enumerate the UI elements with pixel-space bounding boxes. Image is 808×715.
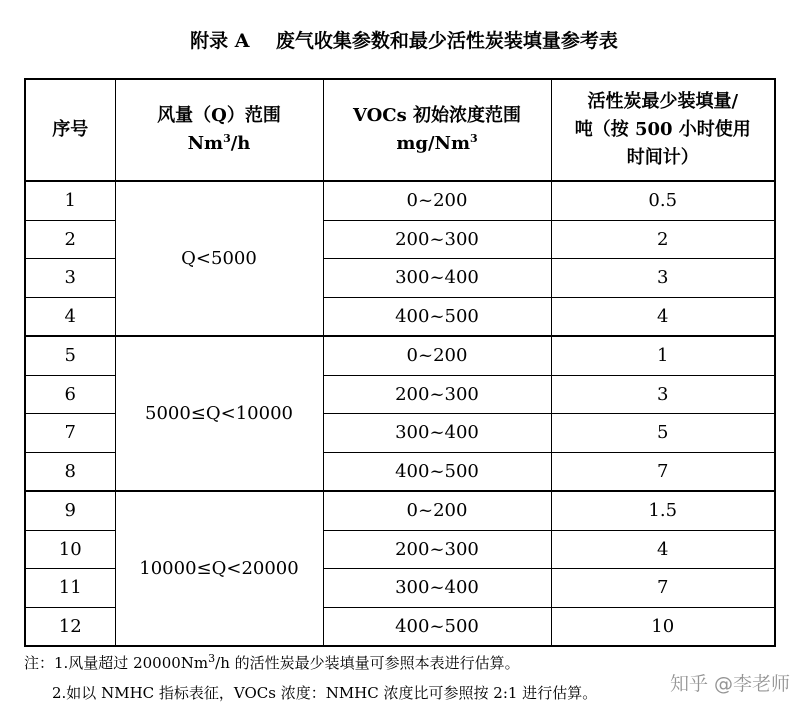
- cell-carbon: 7: [551, 452, 775, 491]
- cell-seq: 5: [25, 336, 115, 375]
- cell-seq: 6: [25, 375, 115, 414]
- note-1: 注：1.风量超过 20000Nm$^3$/h 的活性炭最少装填量可参照本表进行估算。: [24, 652, 520, 672]
- header-flow: [115, 79, 323, 181]
- cell-vocs: 300~400: [323, 414, 551, 453]
- watermark: 知乎 @李老师: [669, 673, 790, 695]
- reference-table: [24, 78, 776, 647]
- cell-seq: 8: [25, 452, 115, 491]
- table-header-row: [25, 79, 775, 181]
- cell-carbon: 7: [551, 569, 775, 608]
- cell-flow-group: 10000≤Q<20000: [115, 491, 323, 646]
- cell-carbon: 3: [551, 259, 775, 298]
- header-flow-unit: Nm$^3$/h: [187, 132, 251, 154]
- cell-seq: 10: [25, 530, 115, 569]
- cell-vocs: 200~300: [323, 530, 551, 569]
- header-flow-label: 风量（Q）范围: [157, 105, 281, 126]
- table-row: [25, 181, 775, 220]
- cell-seq: 7: [25, 414, 115, 453]
- page-title: 附录 A 废气收集参数和最少活性炭装填量参考表: [190, 30, 618, 52]
- cell-carbon: 0.5: [551, 181, 775, 220]
- cell-carbon: 5: [551, 414, 775, 453]
- cell-vocs: 0~200: [323, 181, 551, 220]
- cell-seq: 11: [25, 569, 115, 608]
- cell-seq: 12: [25, 607, 115, 646]
- cell-vocs: 0~200: [323, 491, 551, 530]
- cell-seq: 4: [25, 297, 115, 336]
- header-carbon: 活性炭最少装填量/ 吨（按 500 小时使用 时间计）: [551, 79, 775, 181]
- cell-vocs: 400~500: [323, 297, 551, 336]
- cell-flow-group: Q<5000: [115, 181, 323, 336]
- header-seq: 序号: [25, 79, 115, 181]
- table-row: [25, 336, 775, 375]
- cell-vocs: 300~400: [323, 259, 551, 298]
- cell-seq: 3: [25, 259, 115, 298]
- cell-carbon: 10: [551, 607, 775, 646]
- header-vocs-label: VOCs 初始浓度范围: [352, 105, 522, 126]
- cell-carbon: 4: [551, 297, 775, 336]
- note-2: 2.如以 NMHC 指标表征，VOCs 浓度：NMHC 浓度比可参照按 2:1 进行估算。: [52, 684, 598, 702]
- cell-carbon: 4: [551, 530, 775, 569]
- cell-carbon: 1: [551, 336, 775, 375]
- cell-vocs: 300~400: [323, 569, 551, 608]
- cell-seq: 1: [25, 181, 115, 220]
- cell-carbon: 2: [551, 220, 775, 259]
- cell-vocs: 400~500: [323, 452, 551, 491]
- cell-flow-group: 5000≤Q<10000: [115, 336, 323, 491]
- header-vocs: [323, 79, 551, 181]
- cell-seq: 9: [25, 491, 115, 530]
- cell-vocs: 400~500: [323, 607, 551, 646]
- cell-seq: 2: [25, 220, 115, 259]
- cell-carbon: 1.5: [551, 491, 775, 530]
- cell-vocs: 200~300: [323, 220, 551, 259]
- cell-carbon: 3: [551, 375, 775, 414]
- cell-vocs: 200~300: [323, 375, 551, 414]
- table-row: [25, 491, 775, 530]
- header-vocs-unit: mg/Nm$^3$: [396, 132, 478, 154]
- cell-vocs: 0~200: [323, 336, 551, 375]
